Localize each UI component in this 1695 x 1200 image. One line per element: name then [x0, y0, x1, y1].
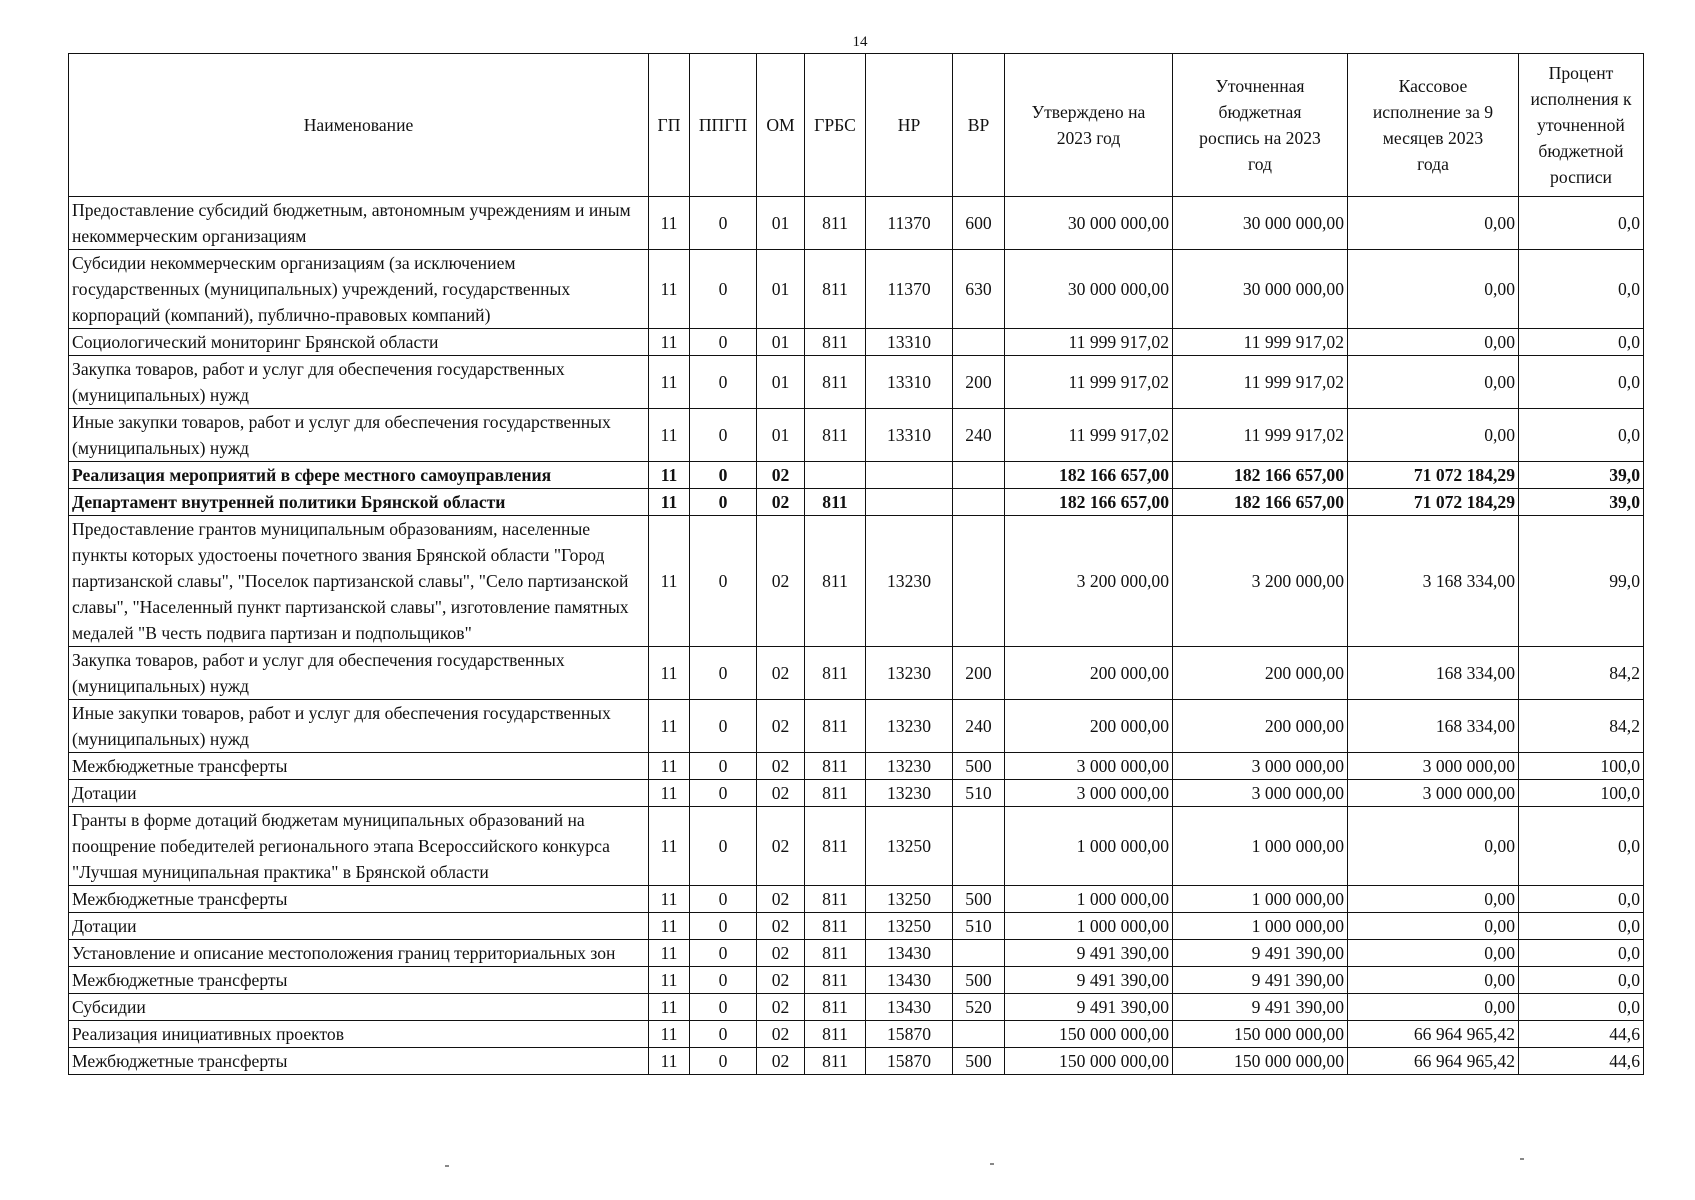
cell-name: Иные закупки товаров, работ и услуг для обеспечения государственных (муниципальных) нужд [69, 700, 649, 753]
cell-refined: 9 491 390,00 [1173, 940, 1348, 967]
cell-om: 02 [757, 994, 805, 1021]
cell-name: Субсидии некоммерческим организациям (за исключением государственных (муниципальных) учреждений, государственных корпораций (компаний), публично-правовых компаний) [69, 250, 649, 329]
cell-vr: 200 [953, 647, 1005, 700]
cell-ppgp: 0 [690, 1021, 757, 1048]
cell-cash: 0,00 [1348, 886, 1519, 913]
cell-vr: 630 [953, 250, 1005, 329]
cell-grbs: 811 [805, 780, 866, 807]
header-name: Наименование [69, 54, 649, 197]
cell-grbs: 811 [805, 250, 866, 329]
cell-name: Департамент внутренней политики Брянской области [69, 489, 649, 516]
cell-percent: 0,0 [1519, 197, 1644, 250]
cell-approved: 182 166 657,00 [1005, 462, 1173, 489]
cell-vr: 520 [953, 994, 1005, 1021]
cell-vr [953, 807, 1005, 886]
cell-nr: 13250 [866, 886, 953, 913]
header-cash: Кассовое исполнение за 9 месяцев 2023 года [1348, 54, 1519, 197]
cell-ppgp: 0 [690, 780, 757, 807]
cell-grbs: 811 [805, 967, 866, 994]
table-row [69, 489, 1644, 516]
cell-gp: 11 [649, 753, 690, 780]
cell-approved: 3 000 000,00 [1005, 780, 1173, 807]
table-row [69, 1021, 1644, 1048]
cell-name: Реализация инициативных проектов [69, 1021, 649, 1048]
cell-refined: 200 000,00 [1173, 700, 1348, 753]
cell-percent: 44,6 [1519, 1021, 1644, 1048]
cell-grbs: 811 [805, 356, 866, 409]
cell-cash: 3 168 334,00 [1348, 516, 1519, 647]
cell-ppgp: 0 [690, 913, 757, 940]
cell-nr: 13230 [866, 700, 953, 753]
cell-grbs: 811 [805, 913, 866, 940]
cell-vr: 240 [953, 700, 1005, 753]
cell-vr: 600 [953, 197, 1005, 250]
cell-ppgp: 0 [690, 1048, 757, 1075]
table-row [69, 356, 1644, 409]
cell-ppgp: 0 [690, 409, 757, 462]
cell-ppgp: 0 [690, 700, 757, 753]
cell-percent: 100,0 [1519, 753, 1644, 780]
cell-percent: 84,2 [1519, 647, 1644, 700]
table-header-row [69, 54, 1644, 197]
cell-cash: 71 072 184,29 [1348, 462, 1519, 489]
cell-name: Предоставление грантов муниципальным образованиям, населенные пункты которых удостоены почетного звания Брянской области "Город партизанской славы", "Поселок партизанской славы", "Село партизанской славы", "Населенный пункт партизанской славы", изготовление памятных медалей "В честь подвига партизан и подпольщиков" [69, 516, 649, 647]
cell-gp: 11 [649, 1021, 690, 1048]
cell-approved: 3 200 000,00 [1005, 516, 1173, 647]
cell-approved: 11 999 917,02 [1005, 356, 1173, 409]
cell-nr: 13310 [866, 356, 953, 409]
cell-nr: 11370 [866, 197, 953, 250]
table-row [69, 807, 1644, 886]
cell-vr [953, 516, 1005, 647]
cell-gp: 11 [649, 250, 690, 329]
table-row [69, 940, 1644, 967]
cell-cash: 0,00 [1348, 994, 1519, 1021]
cell-cash: 168 334,00 [1348, 647, 1519, 700]
cell-refined: 9 491 390,00 [1173, 967, 1348, 994]
cell-cash: 0,00 [1348, 913, 1519, 940]
table-row [69, 647, 1644, 700]
cell-ppgp: 0 [690, 489, 757, 516]
cell-vr: 500 [953, 967, 1005, 994]
cell-cash: 0,00 [1348, 409, 1519, 462]
cell-refined: 3 000 000,00 [1173, 780, 1348, 807]
cell-om: 02 [757, 516, 805, 647]
cell-grbs: 811 [805, 940, 866, 967]
cell-approved: 150 000 000,00 [1005, 1021, 1173, 1048]
cell-gp: 11 [649, 913, 690, 940]
cell-refined: 1 000 000,00 [1173, 913, 1348, 940]
cell-grbs: 811 [805, 516, 866, 647]
cell-cash: 71 072 184,29 [1348, 489, 1519, 516]
cell-approved: 11 999 917,02 [1005, 409, 1173, 462]
cell-gp: 11 [649, 489, 690, 516]
table-row [69, 780, 1644, 807]
cell-refined: 182 166 657,00 [1173, 489, 1348, 516]
table-row [69, 700, 1644, 753]
cell-om: 02 [757, 700, 805, 753]
cell-name: Закупка товаров, работ и услуг для обеспечения государственных (муниципальных) нужд [69, 647, 649, 700]
table-row [69, 197, 1644, 250]
table-row [69, 462, 1644, 489]
cell-percent: 44,6 [1519, 1048, 1644, 1075]
cell-gp: 11 [649, 409, 690, 462]
cell-om: 02 [757, 913, 805, 940]
cell-approved: 1 000 000,00 [1005, 913, 1173, 940]
cell-ppgp: 0 [690, 250, 757, 329]
cell-om: 01 [757, 250, 805, 329]
cell-nr: 13430 [866, 967, 953, 994]
cell-approved: 3 000 000,00 [1005, 753, 1173, 780]
cell-name: Гранты в форме дотаций бюджетам муниципальных образований на поощрение победителей регионального этапа Всероссийского конкурса "Лучшая муниципальная практика" в Брянской области [69, 807, 649, 886]
cell-refined: 11 999 917,02 [1173, 409, 1348, 462]
cell-gp: 11 [649, 700, 690, 753]
scan-mark [990, 1163, 994, 1165]
cell-cash: 0,00 [1348, 967, 1519, 994]
cell-ppgp: 0 [690, 753, 757, 780]
page-number: 14 [852, 34, 868, 50]
cell-grbs: 811 [805, 197, 866, 250]
cell-percent: 0,0 [1519, 994, 1644, 1021]
cell-ppgp: 0 [690, 807, 757, 886]
cell-cash: 0,00 [1348, 940, 1519, 967]
cell-percent: 0,0 [1519, 356, 1644, 409]
table-row [69, 967, 1644, 994]
header-percent: Процент исполнения к уточненной бюджетной росписи [1519, 54, 1644, 197]
cell-cash: 66 964 965,42 [1348, 1021, 1519, 1048]
cell-percent: 39,0 [1519, 489, 1644, 516]
cell-vr: 500 [953, 753, 1005, 780]
cell-ppgp: 0 [690, 994, 757, 1021]
cell-vr: 200 [953, 356, 1005, 409]
cell-cash: 0,00 [1348, 329, 1519, 356]
cell-nr: 13250 [866, 807, 953, 886]
cell-gp: 11 [649, 462, 690, 489]
cell-cash: 0,00 [1348, 356, 1519, 409]
header-vr: ВР [953, 54, 1005, 197]
header-approved: Утверждено на 2023 год [1005, 54, 1173, 197]
table-row [69, 753, 1644, 780]
cell-name: Дотации [69, 780, 649, 807]
cell-percent: 0,0 [1519, 807, 1644, 886]
cell-om: 02 [757, 886, 805, 913]
cell-name: Установление и описание местоположения границ территориальных зон [69, 940, 649, 967]
cell-gp: 11 [649, 647, 690, 700]
cell-nr: 13230 [866, 780, 953, 807]
cell-grbs: 811 [805, 329, 866, 356]
cell-ppgp: 0 [690, 197, 757, 250]
cell-refined: 9 491 390,00 [1173, 994, 1348, 1021]
cell-cash: 3 000 000,00 [1348, 780, 1519, 807]
cell-om: 02 [757, 647, 805, 700]
cell-gp: 11 [649, 780, 690, 807]
cell-grbs: 811 [805, 409, 866, 462]
cell-refined: 3 200 000,00 [1173, 516, 1348, 647]
cell-om: 02 [757, 1021, 805, 1048]
cell-om: 02 [757, 807, 805, 886]
cell-gp: 11 [649, 1048, 690, 1075]
header-ppgp: ППГП [690, 54, 757, 197]
cell-nr [866, 462, 953, 489]
cell-nr: 13310 [866, 409, 953, 462]
table-row [69, 409, 1644, 462]
cell-nr: 13230 [866, 647, 953, 700]
cell-approved: 30 000 000,00 [1005, 250, 1173, 329]
cell-name: Закупка товаров, работ и услуг для обеспечения государственных (муниципальных) нужд [69, 356, 649, 409]
cell-refined: 150 000 000,00 [1173, 1021, 1348, 1048]
cell-approved: 200 000,00 [1005, 647, 1173, 700]
cell-percent: 99,0 [1519, 516, 1644, 647]
table-row [69, 516, 1644, 647]
cell-refined: 30 000 000,00 [1173, 197, 1348, 250]
scan-mark [1520, 1158, 1524, 1160]
cell-approved: 1 000 000,00 [1005, 886, 1173, 913]
cell-nr: 13430 [866, 994, 953, 1021]
cell-name: Социологический мониторинг Брянской области [69, 329, 649, 356]
cell-gp: 11 [649, 994, 690, 1021]
cell-vr [953, 329, 1005, 356]
cell-name: Межбюджетные трансферты [69, 886, 649, 913]
cell-vr: 510 [953, 913, 1005, 940]
cell-grbs: 811 [805, 489, 866, 516]
cell-refined: 11 999 917,02 [1173, 329, 1348, 356]
cell-cash: 168 334,00 [1348, 700, 1519, 753]
table-body [69, 197, 1644, 1075]
cell-ppgp: 0 [690, 356, 757, 409]
cell-percent: 0,0 [1519, 913, 1644, 940]
table-row [69, 886, 1644, 913]
cell-vr [953, 1021, 1005, 1048]
cell-vr: 500 [953, 1048, 1005, 1075]
cell-name: Межбюджетные трансферты [69, 967, 649, 994]
cell-refined: 11 999 917,02 [1173, 356, 1348, 409]
cell-nr [866, 489, 953, 516]
cell-gp: 11 [649, 329, 690, 356]
cell-refined: 30 000 000,00 [1173, 250, 1348, 329]
cell-nr: 11370 [866, 250, 953, 329]
cell-om: 02 [757, 1048, 805, 1075]
cell-grbs: 811 [805, 647, 866, 700]
cell-om: 02 [757, 940, 805, 967]
cell-om: 01 [757, 409, 805, 462]
cell-percent: 0,0 [1519, 940, 1644, 967]
header-nr: НР [866, 54, 953, 197]
cell-approved: 1 000 000,00 [1005, 807, 1173, 886]
table-row [69, 250, 1644, 329]
cell-grbs: 811 [805, 700, 866, 753]
cell-percent: 0,0 [1519, 967, 1644, 994]
cell-ppgp: 0 [690, 967, 757, 994]
cell-grbs: 811 [805, 886, 866, 913]
cell-ppgp: 0 [690, 329, 757, 356]
cell-vr [953, 940, 1005, 967]
cell-vr [953, 462, 1005, 489]
cell-percent: 0,0 [1519, 886, 1644, 913]
cell-grbs: 811 [805, 1021, 866, 1048]
cell-cash: 0,00 [1348, 807, 1519, 886]
cell-vr [953, 489, 1005, 516]
cell-om: 02 [757, 462, 805, 489]
cell-om: 02 [757, 967, 805, 994]
cell-grbs [805, 462, 866, 489]
cell-approved: 182 166 657,00 [1005, 489, 1173, 516]
cell-ppgp: 0 [690, 940, 757, 967]
cell-refined: 1 000 000,00 [1173, 807, 1348, 886]
header-grbs: ГРБС [805, 54, 866, 197]
cell-grbs: 811 [805, 994, 866, 1021]
cell-gp: 11 [649, 807, 690, 886]
cell-approved: 9 491 390,00 [1005, 940, 1173, 967]
table-row [69, 329, 1644, 356]
cell-percent: 100,0 [1519, 780, 1644, 807]
cell-om: 02 [757, 489, 805, 516]
cell-cash: 66 964 965,42 [1348, 1048, 1519, 1075]
scan-mark [445, 1165, 449, 1167]
cell-percent: 0,0 [1519, 250, 1644, 329]
cell-approved: 9 491 390,00 [1005, 994, 1173, 1021]
cell-vr: 500 [953, 886, 1005, 913]
cell-approved: 11 999 917,02 [1005, 329, 1173, 356]
cell-gp: 11 [649, 197, 690, 250]
cell-nr: 15870 [866, 1048, 953, 1075]
cell-om: 01 [757, 197, 805, 250]
cell-gp: 11 [649, 356, 690, 409]
cell-cash: 0,00 [1348, 197, 1519, 250]
cell-ppgp: 0 [690, 886, 757, 913]
cell-name: Субсидии [69, 994, 649, 1021]
cell-cash: 0,00 [1348, 250, 1519, 329]
cell-name: Реализация мероприятий в сфере местного самоуправления [69, 462, 649, 489]
cell-nr: 13230 [866, 753, 953, 780]
cell-nr: 13230 [866, 516, 953, 647]
cell-name: Предоставление субсидий бюджетным, автономным учреждениям и иным некоммерческим организациям [69, 197, 649, 250]
cell-approved: 200 000,00 [1005, 700, 1173, 753]
table-row [69, 1048, 1644, 1075]
table-row [69, 994, 1644, 1021]
header-refined: Уточненная бюджетная роспись на 2023 год [1173, 54, 1348, 197]
cell-gp: 11 [649, 940, 690, 967]
header-om: ОМ [757, 54, 805, 197]
cell-percent: 84,2 [1519, 700, 1644, 753]
cell-om: 02 [757, 780, 805, 807]
cell-nr: 15870 [866, 1021, 953, 1048]
cell-name: Межбюджетные трансферты [69, 753, 649, 780]
cell-refined: 3 000 000,00 [1173, 753, 1348, 780]
cell-om: 02 [757, 753, 805, 780]
cell-om: 01 [757, 329, 805, 356]
cell-refined: 150 000 000,00 [1173, 1048, 1348, 1075]
cell-approved: 150 000 000,00 [1005, 1048, 1173, 1075]
cell-refined: 200 000,00 [1173, 647, 1348, 700]
cell-gp: 11 [649, 516, 690, 647]
cell-approved: 9 491 390,00 [1005, 967, 1173, 994]
cell-vr: 510 [953, 780, 1005, 807]
cell-ppgp: 0 [690, 516, 757, 647]
cell-name: Дотации [69, 913, 649, 940]
cell-percent: 0,0 [1519, 409, 1644, 462]
cell-om: 01 [757, 356, 805, 409]
cell-grbs: 811 [805, 807, 866, 886]
budget-table [68, 53, 1644, 1075]
table-row [69, 913, 1644, 940]
cell-nr: 13310 [866, 329, 953, 356]
cell-nr: 13430 [866, 940, 953, 967]
cell-refined: 1 000 000,00 [1173, 886, 1348, 913]
cell-name: Иные закупки товаров, работ и услуг для обеспечения государственных (муниципальных) нужд [69, 409, 649, 462]
cell-grbs: 811 [805, 1048, 866, 1075]
cell-cash: 3 000 000,00 [1348, 753, 1519, 780]
cell-gp: 11 [649, 886, 690, 913]
cell-approved: 30 000 000,00 [1005, 197, 1173, 250]
cell-name: Межбюджетные трансферты [69, 1048, 649, 1075]
header-gp: ГП [649, 54, 690, 197]
cell-percent: 39,0 [1519, 462, 1644, 489]
cell-nr: 13250 [866, 913, 953, 940]
cell-gp: 11 [649, 967, 690, 994]
cell-refined: 182 166 657,00 [1173, 462, 1348, 489]
cell-grbs: 811 [805, 753, 866, 780]
cell-vr: 240 [953, 409, 1005, 462]
cell-ppgp: 0 [690, 462, 757, 489]
cell-percent: 0,0 [1519, 329, 1644, 356]
cell-ppgp: 0 [690, 647, 757, 700]
